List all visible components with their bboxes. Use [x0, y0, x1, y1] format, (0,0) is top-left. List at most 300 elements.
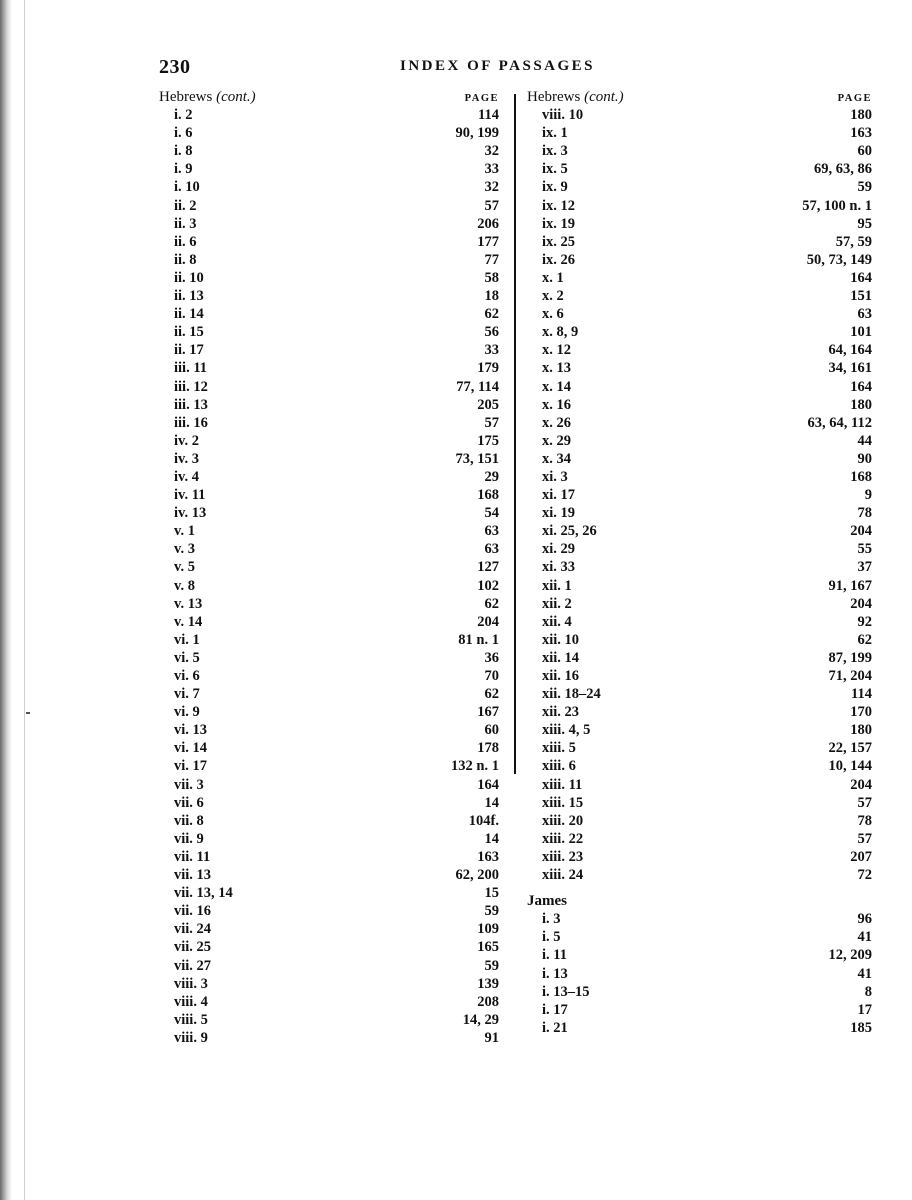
- index-entry: [527, 1001, 872, 1019]
- page-reference: 78: [857, 812, 872, 829]
- passage-reference: x. 8, 9: [542, 324, 579, 341]
- page-reference: 62, 200: [455, 867, 499, 884]
- index-entry: [527, 595, 872, 613]
- passage-reference: xii. 14: [542, 649, 580, 666]
- page-reference: 33: [484, 342, 499, 359]
- passage-reference: v. 5: [174, 559, 195, 576]
- page-reference: 41: [857, 965, 872, 982]
- index-entry: [159, 613, 499, 631]
- index-entry: [159, 540, 499, 558]
- index-entry: [527, 504, 872, 522]
- passage-reference: ix. 9: [542, 179, 568, 196]
- passage-reference: iii. 16: [174, 414, 208, 431]
- page-reference: 78: [857, 505, 872, 522]
- passage-reference: ix. 12: [542, 197, 576, 214]
- page-reference: 178: [477, 740, 499, 757]
- passage-reference: x. 16: [542, 396, 571, 413]
- passage-reference: xiii. 24: [542, 867, 584, 884]
- index-entry: [527, 946, 872, 964]
- index-entry: [527, 323, 872, 341]
- page-reference: 127: [477, 559, 499, 576]
- passage-reference: viii. 10: [542, 107, 584, 124]
- passage-reference: xii. 18–24: [542, 686, 601, 703]
- passage-reference: xi. 3: [542, 468, 568, 485]
- passage-reference: i. 5: [542, 929, 561, 946]
- index-entry: [159, 938, 499, 956]
- page-reference: 163: [850, 125, 872, 142]
- index-entry: [527, 757, 872, 775]
- passage-reference: viii. 3: [174, 975, 208, 992]
- passage-reference: xii. 23: [542, 704, 580, 721]
- page-reference: 34, 161: [828, 360, 872, 377]
- passage-reference: xii. 1: [542, 577, 572, 594]
- index-entry: [159, 160, 499, 178]
- index-entry: [527, 685, 872, 703]
- passage-reference: xi. 17: [542, 487, 576, 504]
- passage-reference: xiii. 23: [542, 848, 584, 865]
- passage-reference: ii. 14: [174, 306, 204, 323]
- index-entry: [159, 323, 499, 341]
- passage-reference: vii. 13, 14: [174, 885, 233, 902]
- passage-reference: ix. 19: [542, 215, 576, 232]
- index-entry: [159, 649, 499, 667]
- page-reference: 62: [484, 306, 499, 323]
- book-heading: [527, 88, 624, 106]
- passage-reference: xiii. 15: [542, 794, 584, 811]
- index-entry: [159, 957, 499, 975]
- index-entry: [527, 910, 872, 928]
- index-entry: [527, 197, 872, 215]
- index-entry: [159, 468, 499, 486]
- index-entry: [527, 215, 872, 233]
- page-reference: 14: [484, 830, 499, 847]
- page-reference: 44: [857, 432, 872, 449]
- index-entry: [159, 450, 499, 468]
- page-reference: 91, 167: [828, 577, 872, 594]
- passage-reference: x. 2: [542, 288, 564, 305]
- index-entry: [527, 776, 872, 794]
- passage-reference: iii. 12: [174, 378, 208, 395]
- index-entry: [527, 1019, 872, 1037]
- page-reference: 208: [477, 993, 499, 1010]
- index-entry: [159, 577, 499, 595]
- passage-reference: vii. 11: [174, 848, 211, 865]
- index-entry: [159, 595, 499, 613]
- index-entry: [159, 269, 499, 287]
- index-entry: [159, 794, 499, 812]
- page-reference: 139: [477, 975, 499, 992]
- passage-reference: i. 9: [174, 161, 193, 178]
- index-entry: [159, 359, 499, 377]
- passage-reference: viii. 9: [174, 1029, 208, 1046]
- index-entry: [159, 848, 499, 866]
- page-reference: 8: [864, 983, 872, 1000]
- page-reference: 109: [477, 921, 499, 938]
- page-reference: 101: [850, 324, 872, 341]
- passage-reference: iii. 13: [174, 396, 208, 413]
- page-reference: 90, 199: [455, 125, 499, 142]
- passage-reference: x. 1: [542, 269, 564, 286]
- passage-reference: i. 13: [542, 965, 568, 982]
- index-entry: [527, 830, 872, 848]
- index-entry: [527, 378, 872, 396]
- page-reference: 71, 204: [828, 668, 872, 684]
- passage-reference: x. 29: [542, 432, 571, 449]
- passage-reference: vii. 16: [174, 903, 212, 920]
- page-reference: 206: [477, 215, 499, 232]
- index-entry: [159, 993, 499, 1011]
- index-entry: [159, 414, 499, 432]
- index-entry: [159, 920, 499, 938]
- page-reference: 57: [857, 830, 872, 847]
- page-reference: 63: [484, 523, 499, 540]
- index-entry: [159, 504, 499, 522]
- page-reference: 104f.: [468, 812, 499, 829]
- index-entry: [159, 522, 499, 540]
- page-reference: 64, 164: [828, 342, 872, 359]
- page-reference: 132 n. 1: [451, 758, 499, 775]
- passage-reference: iv. 11: [174, 487, 206, 504]
- passage-reference: iv. 4: [174, 468, 199, 485]
- index-entry: [159, 703, 499, 721]
- index-entry: [159, 287, 499, 305]
- column-divider: [514, 94, 516, 774]
- page-reference: 90: [857, 450, 872, 467]
- page-reference: 102: [477, 577, 499, 594]
- page-reference: 18: [484, 288, 499, 305]
- index-entry: [527, 142, 872, 160]
- left-column: [159, 88, 499, 1047]
- passage-reference: i. 10: [174, 179, 200, 196]
- page-reference: 77: [484, 251, 499, 268]
- page-reference: 56: [484, 324, 499, 341]
- page-reference: 164: [850, 378, 872, 395]
- page-reference: 63: [857, 306, 872, 323]
- page-reference: 180: [850, 396, 872, 413]
- right-column: [527, 88, 872, 1037]
- passage-reference: ix. 25: [542, 233, 576, 250]
- page-reference: 168: [850, 468, 872, 485]
- index-entry: [527, 649, 872, 667]
- passage-reference: ii. 3: [174, 215, 197, 232]
- index-entry: [527, 396, 872, 414]
- passage-reference: vii. 24: [174, 921, 212, 938]
- book-heading-james: James: [527, 893, 567, 910]
- page-reference: 62: [484, 595, 499, 612]
- index-entry: [527, 928, 872, 946]
- book-name: Hebrews: [527, 89, 581, 105]
- running-head: INDEX OF PASSAGES: [400, 58, 596, 74]
- page-reference: 33: [484, 161, 499, 178]
- page-reference: 57, 59: [835, 233, 872, 250]
- passage-reference: iii. 11: [174, 360, 208, 377]
- index-entry: [527, 124, 872, 142]
- page-reference: 180: [850, 722, 872, 739]
- passage-reference: xii. 16: [542, 668, 580, 684]
- passage-reference: xii. 2: [542, 595, 572, 612]
- page-column-label: PAGE: [464, 93, 499, 104]
- index-entry: [159, 432, 499, 450]
- passage-reference: ix. 1: [542, 125, 568, 142]
- passage-reference: iv. 13: [174, 505, 207, 522]
- book-name: Hebrews: [159, 89, 213, 105]
- index-entry: [159, 178, 499, 196]
- page-reference: 95: [857, 215, 872, 232]
- passage-reference: ix. 26: [542, 251, 576, 268]
- page-reference: 96: [857, 911, 872, 928]
- passage-reference: vi. 7: [174, 686, 200, 703]
- page-reference: 9: [864, 487, 872, 504]
- page-reference: 69, 63, 86: [814, 161, 872, 178]
- index-entry: [159, 124, 499, 142]
- index-entry: [159, 830, 499, 848]
- page-reference: 207: [850, 848, 872, 865]
- index-entry: [527, 486, 872, 504]
- index-entry: [159, 757, 499, 775]
- page-reference: 32: [484, 143, 499, 160]
- page-reference: 204: [477, 613, 499, 630]
- page-reference: 63: [484, 541, 499, 558]
- passage-reference: xiii. 6: [542, 758, 576, 775]
- page-reference: 73, 151: [455, 450, 499, 467]
- index-entry: [527, 794, 872, 812]
- page-reference: 63, 64, 112: [807, 414, 872, 431]
- passage-reference: xi. 19: [542, 505, 576, 522]
- index-entry: [159, 486, 499, 504]
- index-entry: [159, 197, 499, 215]
- passage-reference: x. 13: [542, 360, 571, 377]
- page-reference: 29: [484, 468, 499, 485]
- passage-reference: iv. 2: [174, 432, 199, 449]
- passage-reference: iv. 3: [174, 450, 199, 467]
- page-reference: 59: [484, 903, 499, 920]
- page-reference: 12, 209: [828, 947, 872, 964]
- passage-reference: ii. 6: [174, 233, 197, 250]
- page-reference: 15: [484, 885, 499, 902]
- page-reference: 114: [478, 107, 499, 124]
- passage-reference: vii. 9: [174, 830, 204, 847]
- index-entry: [527, 341, 872, 359]
- index-entry: [159, 667, 499, 685]
- passage-reference: i. 3: [542, 911, 561, 928]
- index-entry: [159, 341, 499, 359]
- page-reference: 205: [477, 396, 499, 413]
- passage-reference: viii. 4: [174, 993, 208, 1010]
- index-entry: [527, 233, 872, 251]
- index-entry: [527, 432, 872, 450]
- james-entry-list: [527, 910, 872, 1037]
- passage-reference: ix. 5: [542, 161, 568, 178]
- right-entry-list: [527, 106, 872, 884]
- book-continued: (cont.): [216, 89, 256, 105]
- page-reference: 87, 199: [828, 649, 872, 666]
- passage-reference: vi. 14: [174, 740, 208, 757]
- index-entry: [527, 739, 872, 757]
- index-entry: [527, 414, 872, 432]
- passage-reference: ii. 10: [174, 269, 204, 286]
- page-reference: 50, 73, 149: [806, 251, 872, 268]
- passage-reference: ii. 8: [174, 251, 197, 268]
- page-reference: 62: [857, 631, 872, 648]
- passage-reference: ii. 15: [174, 324, 204, 341]
- page-reference: 36: [484, 649, 499, 666]
- passage-reference: viii. 5: [174, 1011, 208, 1028]
- index-entry: [527, 540, 872, 558]
- passage-reference: xiii. 22: [542, 830, 584, 847]
- index-entry: [527, 848, 872, 866]
- page-reference: 81 n. 1: [458, 631, 499, 648]
- page-reference: 163: [477, 848, 499, 865]
- index-entry: [527, 251, 872, 269]
- passage-reference: vii. 3: [174, 776, 204, 793]
- page-reference: 72: [857, 867, 872, 884]
- index-entry: [159, 106, 499, 124]
- page-reference: 70: [484, 668, 499, 684]
- passage-reference: vii. 6: [174, 794, 204, 811]
- passage-reference: x. 14: [542, 378, 571, 395]
- page-reference: 59: [857, 179, 872, 196]
- passage-reference: vii. 27: [174, 957, 212, 974]
- passage-reference: ii. 17: [174, 342, 204, 359]
- index-entry: [527, 468, 872, 486]
- page-reference: 164: [850, 269, 872, 286]
- passage-reference: i. 13–15: [542, 983, 590, 1000]
- passage-reference: vii. 25: [174, 939, 212, 956]
- index-entry: [527, 522, 872, 540]
- index-entry: [159, 975, 499, 993]
- page-reference: 204: [850, 776, 872, 793]
- index-entry: [159, 378, 499, 396]
- page-reference: 60: [484, 722, 499, 739]
- passage-reference: ii. 2: [174, 197, 197, 214]
- page-reference: 204: [850, 595, 872, 612]
- index-entry: [159, 776, 499, 794]
- page-reference: 170: [850, 704, 872, 721]
- passage-reference: vi. 17: [174, 758, 208, 775]
- passage-reference: v. 8: [174, 577, 195, 594]
- left-entry-list: [159, 106, 499, 1047]
- passage-reference: v. 14: [174, 613, 203, 630]
- page-reference: 54: [484, 505, 499, 522]
- index-entry: [159, 251, 499, 269]
- index-entry: [159, 631, 499, 649]
- passage-reference: vi. 13: [174, 722, 208, 739]
- page-reference: 62: [484, 686, 499, 703]
- index-entry: [527, 721, 872, 739]
- page-reference: 57: [857, 794, 872, 811]
- passage-reference: v. 1: [174, 523, 195, 540]
- passage-reference: v. 13: [174, 595, 203, 612]
- index-entry: [159, 812, 499, 830]
- index-entry: [159, 739, 499, 757]
- index-entry: [527, 359, 872, 377]
- page-reference: 114: [851, 686, 872, 703]
- index-entry: [527, 631, 872, 649]
- passage-reference: v. 3: [174, 541, 195, 558]
- page-reference: 168: [477, 487, 499, 504]
- index-entry: [527, 305, 872, 323]
- page-reference: 151: [850, 288, 872, 305]
- passage-reference: xi. 25, 26: [542, 523, 597, 540]
- page-reference: 204: [850, 523, 872, 540]
- index-entry: [159, 866, 499, 884]
- index-entry: [527, 965, 872, 983]
- passage-reference: x. 34: [542, 450, 571, 467]
- binding-shadow: [0, 0, 12, 1200]
- passage-reference: vii. 8: [174, 812, 204, 829]
- index-entry: [159, 884, 499, 902]
- passage-reference: vii. 13: [174, 867, 212, 884]
- index-entry: [159, 233, 499, 251]
- page-reference: 55: [857, 541, 872, 558]
- page-reference: 180: [850, 107, 872, 124]
- page-reference: 58: [484, 269, 499, 286]
- page-reference: 165: [477, 939, 499, 956]
- page-reference: 41: [857, 929, 872, 946]
- page-reference: 17: [857, 1001, 872, 1018]
- index-entry: [159, 558, 499, 576]
- passage-reference: xi. 29: [542, 541, 576, 558]
- passage-reference: ix. 3: [542, 143, 568, 160]
- index-entry: [159, 142, 499, 160]
- passage-reference: xiii. 5: [542, 740, 576, 757]
- index-entry: [159, 1011, 499, 1029]
- index-entry: [527, 287, 872, 305]
- passage-reference: x. 6: [542, 306, 564, 323]
- index-entry: [527, 178, 872, 196]
- page-reference: 175: [477, 432, 499, 449]
- page-reference: 22, 157: [828, 740, 872, 757]
- index-entry: [159, 215, 499, 233]
- page-number: 230: [159, 56, 191, 78]
- page-reference: 10, 144: [828, 758, 872, 775]
- index-entry: [527, 667, 872, 685]
- page-reference: 57, 100 n. 1: [802, 197, 872, 214]
- page-reference: 59: [484, 957, 499, 974]
- scan-artifact-speck: [26, 712, 30, 714]
- index-entry: [527, 558, 872, 576]
- page-reference: 77, 114: [456, 378, 499, 395]
- passage-reference: i. 21: [542, 1019, 568, 1036]
- page-reference: 185: [850, 1019, 872, 1036]
- passage-reference: xiii. 4, 5: [542, 722, 591, 739]
- page-reference: 57: [484, 197, 499, 214]
- passage-reference: vi. 9: [174, 704, 200, 721]
- right-column-header: [527, 88, 872, 106]
- index-entry: [527, 983, 872, 1001]
- index-entry: [527, 613, 872, 631]
- page-reference: 37: [857, 559, 872, 576]
- index-entry: [527, 160, 872, 178]
- page-column-label: PAGE: [837, 93, 872, 104]
- index-entry: [159, 902, 499, 920]
- index-entry: [527, 450, 872, 468]
- page-reference: 167: [477, 704, 499, 721]
- page-reference: 92: [857, 613, 872, 630]
- index-entry: [527, 269, 872, 287]
- book-heading: [159, 88, 256, 106]
- index-entry: [527, 866, 872, 884]
- page-reference: 14: [484, 794, 499, 811]
- passage-reference: i. 11: [542, 947, 567, 964]
- passage-reference: i. 17: [542, 1001, 568, 1018]
- passage-reference: vi. 1: [174, 631, 200, 648]
- page-reference: 14, 29: [462, 1011, 499, 1028]
- index-entry: [159, 305, 499, 323]
- passage-reference: xii. 10: [542, 631, 580, 648]
- passage-reference: i. 8: [174, 143, 193, 160]
- passage-reference: x. 26: [542, 414, 571, 431]
